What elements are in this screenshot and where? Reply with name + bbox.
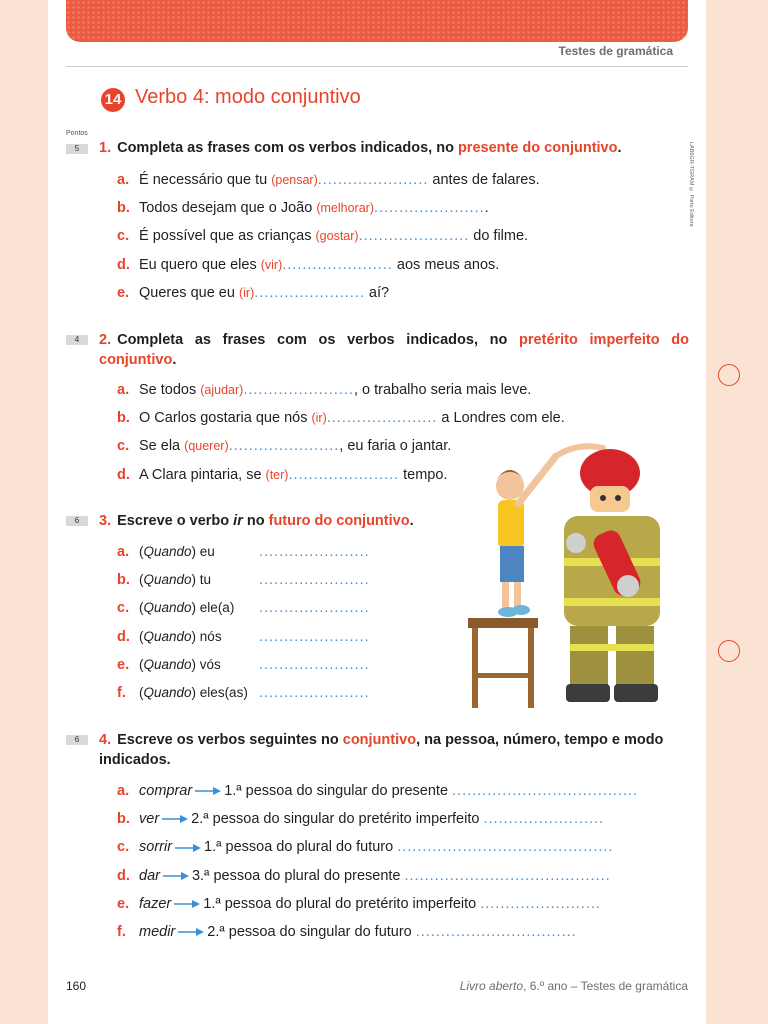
q2-text-before: Completa as frases com os verbos indicados, no (117, 332, 520, 348)
q1-item-blank: ...................... (317, 172, 429, 188)
arrow-right-icon (174, 899, 200, 909)
q4-item-letter: a. (117, 783, 130, 799)
q1-item-letter: e. (117, 284, 130, 301)
q3-item-word: Quando (143, 656, 192, 672)
q3-item-letter: e. (117, 656, 130, 673)
q4-highlight: conjuntivo (342, 732, 417, 748)
q1-item-text: É possível que as crianças (139, 228, 316, 245)
q4-number: 4. (99, 732, 112, 748)
q3-item-letter: c. (117, 600, 130, 617)
q3-item-word: Quando (143, 572, 192, 588)
q2-instruction (99, 330, 689, 370)
q2-item (117, 466, 447, 484)
q2-item-text: O Carlos gostaria que nós (139, 410, 312, 427)
q4-item-letter: e. (117, 895, 130, 912)
page-number: 160 (66, 979, 87, 993)
q4-item-letter: c. (117, 839, 130, 856)
footer-book-title (460, 979, 688, 993)
q2-item-letter: a. (117, 382, 130, 398)
q4-item-verb: ver (139, 811, 160, 828)
q2-points: 4 (66, 335, 88, 345)
q3-item-word: Quando (143, 600, 192, 616)
q3-item (117, 543, 370, 561)
q3-item-prompt: (Quando) nós (139, 628, 222, 644)
q3-points: 6 (66, 516, 88, 526)
q4-item (117, 782, 638, 800)
q4-item-desc: 1.ª pessoa do plural do futuro (204, 839, 394, 856)
q1-item-after: aos meus anos. (392, 256, 500, 273)
q1-item (117, 199, 489, 217)
q2-item (117, 381, 531, 399)
q2-item-text: A Clara pintaria, se (139, 466, 266, 483)
q4-item-verb: sorrir (139, 839, 173, 856)
q4-item-letter: f. (117, 924, 126, 940)
q3-item-rest: ele(a) (196, 600, 235, 616)
q4-item-desc: 1.ª pessoa do plural do pretérito imperfeito (203, 895, 477, 912)
q1-item-after: antes de falares. (428, 172, 540, 188)
q1-item-blank: ...................... (374, 200, 485, 217)
q3-item-prompt: (Quando) ele(a) (139, 600, 235, 616)
arrow-right-icon (178, 927, 204, 937)
q2-item-after: , eu faria o jantar. (339, 438, 452, 455)
q3-item-rest: eles(as) (196, 685, 248, 700)
arrow-right-icon (195, 786, 221, 796)
q1-item (117, 227, 528, 245)
q3-highlight: futuro do conjuntivo (268, 513, 410, 529)
q3-item-rest: eu (196, 544, 215, 559)
q4-item-blank: ......................................... (404, 867, 611, 884)
q3-number: 3. (99, 513, 112, 529)
q4-item-desc: 2.ª pessoa do singular do pretérito imperfeito (191, 811, 480, 828)
q2-item-after: a Londres com ele. (437, 410, 565, 427)
q1-points: 5 (66, 144, 88, 154)
q4-item-blank: ..................................... (452, 783, 639, 799)
q1-item-verb: (ir) (238, 285, 255, 300)
section-label: Testes de gramática (558, 44, 673, 58)
q4-item (117, 838, 613, 856)
q2-item-blank: ...................... (228, 438, 340, 455)
q2-item-letter: b. (117, 410, 130, 427)
q4-item-letter: d. (117, 867, 130, 884)
q3-item (117, 656, 370, 674)
q1-item-after: aí? (364, 284, 390, 301)
q3-item-blank: ...................... (259, 572, 370, 589)
footer-book: Livro aberto (459, 979, 524, 993)
q1-item-blank: ...................... (358, 228, 470, 245)
arrow-right-icon (163, 871, 189, 881)
q2-item-blank: ...................... (243, 382, 354, 398)
q2-item-verb: (querer) (184, 439, 229, 454)
q2-item (117, 437, 451, 455)
q1-item-letter: a. (117, 172, 130, 188)
q1-item-after: do filme. (469, 228, 529, 245)
q3-text-before: Escreve o verbo (117, 513, 234, 529)
q1-item-letter: d. (117, 256, 130, 273)
q1-text-before: Completa as frases com os verbos indicados, no (117, 140, 458, 156)
q1-item-blank: ...................... (254, 284, 365, 301)
q1-item-text: Queres que eu (139, 284, 239, 301)
q3-item-blank: ...................... (259, 600, 370, 617)
q1-item-letter: c. (117, 228, 130, 245)
q1-item-text: Todos desejam que o João (139, 200, 317, 217)
q2-item-verb: (ajudar) (200, 383, 244, 397)
q3-item-prompt: (Quando) tu (139, 572, 212, 588)
q4-item-letter: b. (117, 811, 130, 828)
q4-points: 6 (66, 735, 88, 745)
test-number-badge: 14 (101, 88, 125, 112)
q3-item-word: Quando (143, 544, 192, 559)
q3-item-prompt: (Quando) eles(as) (139, 685, 248, 700)
q1-highlight: presente do conjuntivo (457, 140, 618, 156)
q2-number: 2. (99, 332, 112, 348)
q4-text-before: Escreve os verbos seguintes no (117, 732, 343, 748)
footer-rest: , 6.º ano – Testes de gramática (523, 979, 688, 993)
q3-item (117, 599, 370, 617)
arrow-right-icon (175, 843, 201, 853)
q3-item-blank: ...................... (259, 685, 370, 701)
q1-item-verb: (pensar) (271, 173, 318, 187)
q2-text-after: . (172, 352, 177, 368)
q1-item (117, 284, 389, 302)
side-credit: LAB6GR-TGRAM © Porto Editora (688, 142, 694, 227)
punch-hole-bottom (718, 640, 740, 662)
q3-item-letter: a. (117, 544, 130, 560)
q3-text-after: . (409, 513, 414, 529)
page-title: Verbo 4: modo conjuntivo (135, 86, 361, 108)
q3-item-prompt: (Quando) vós (139, 656, 221, 672)
q4-item-desc: 3.ª pessoa do plural do presente (191, 867, 401, 884)
q3-item-letter: f. (117, 685, 126, 701)
q4-text-after: , na pessoa, número, tempo e modo indicados. (99, 732, 664, 768)
q4-item-blank: ........................................... (397, 839, 614, 856)
arrow-right-icon (162, 814, 188, 824)
q4-item-verb: dar (139, 867, 160, 884)
q1-item-verb: (gostar) (315, 229, 359, 244)
q2-item-after: , o trabalho seria mais leve. (353, 382, 532, 398)
q1-item-after: . (484, 200, 489, 217)
q2-item-verb: (ter) (265, 467, 289, 482)
q2-item-text: Se todos (139, 382, 201, 398)
q2-item-blank: ...................... (288, 466, 400, 483)
q2-item-letter: d. (117, 466, 130, 483)
q4-item-desc: 2.ª pessoa do singular do futuro (207, 924, 412, 940)
q4-item (117, 895, 601, 913)
q1-item-text: É necessário que tu (139, 172, 272, 188)
q2-item-verb: (ir) (311, 411, 327, 426)
punch-hole-top (718, 364, 740, 386)
q4-item (117, 867, 611, 885)
q3-item-rest: nós (196, 628, 222, 644)
q4-item (117, 810, 604, 828)
q4-item-verb: medir (139, 924, 176, 940)
q1-item-verb: (melhorar) (316, 201, 374, 216)
q4-instruction (99, 730, 689, 770)
q3-item (117, 684, 370, 702)
q1-instruction (99, 138, 689, 158)
q3-item-word: Quando (143, 628, 192, 644)
points-label: Pontos (66, 130, 88, 137)
q4-item-blank: ........................ (483, 811, 605, 828)
q3-item-letter: d. (117, 628, 130, 645)
q1-item-text: Eu quero que eles (139, 256, 261, 273)
q1-item (117, 171, 540, 189)
q1-number: 1. (99, 140, 112, 156)
q3-item (117, 628, 370, 646)
q2-item-blank: ...................... (326, 410, 438, 427)
q1-item-letter: b. (117, 200, 130, 217)
q3-item-prompt: (Quando) eu (139, 544, 215, 559)
q2-item-after: tempo. (399, 466, 448, 483)
q4-item (117, 923, 577, 941)
q4-item-verb: fazer (139, 895, 172, 912)
q1-item (117, 256, 499, 274)
q4-item-blank: ........................ (480, 895, 601, 912)
q2-highlight: pretérito imperfeito do conjuntivo (99, 332, 689, 368)
firefighter-child-illustration (458, 438, 678, 718)
q3-item-blank: ...................... (259, 628, 370, 645)
q3-text-mid: no (242, 513, 269, 529)
q3-item-word: Quando (143, 685, 192, 700)
q3-item (117, 571, 370, 589)
q2-item (117, 409, 565, 427)
q3-verb: ir (233, 513, 243, 529)
q2-item-text: Se ela (139, 438, 185, 455)
q4-item-verb: comprar (139, 783, 193, 799)
q4-item-blank: ................................ (415, 924, 577, 940)
q3-item-letter: b. (117, 572, 130, 589)
header-banner (66, 0, 688, 42)
q4-item-desc: 1.ª pessoa do singular do presente (224, 783, 449, 799)
q1-item-blank: ...................... (282, 256, 393, 273)
q1-item-verb: (vir) (260, 257, 283, 272)
q3-item-blank: ...................... (259, 656, 370, 673)
q3-item-blank: ...................... (259, 544, 370, 560)
q3-item-rest: tu (196, 572, 212, 588)
header-rule (66, 66, 688, 67)
q1-text-after: . (617, 140, 622, 156)
q3-item-rest: vós (196, 656, 221, 672)
q2-item-letter: c. (117, 438, 130, 455)
